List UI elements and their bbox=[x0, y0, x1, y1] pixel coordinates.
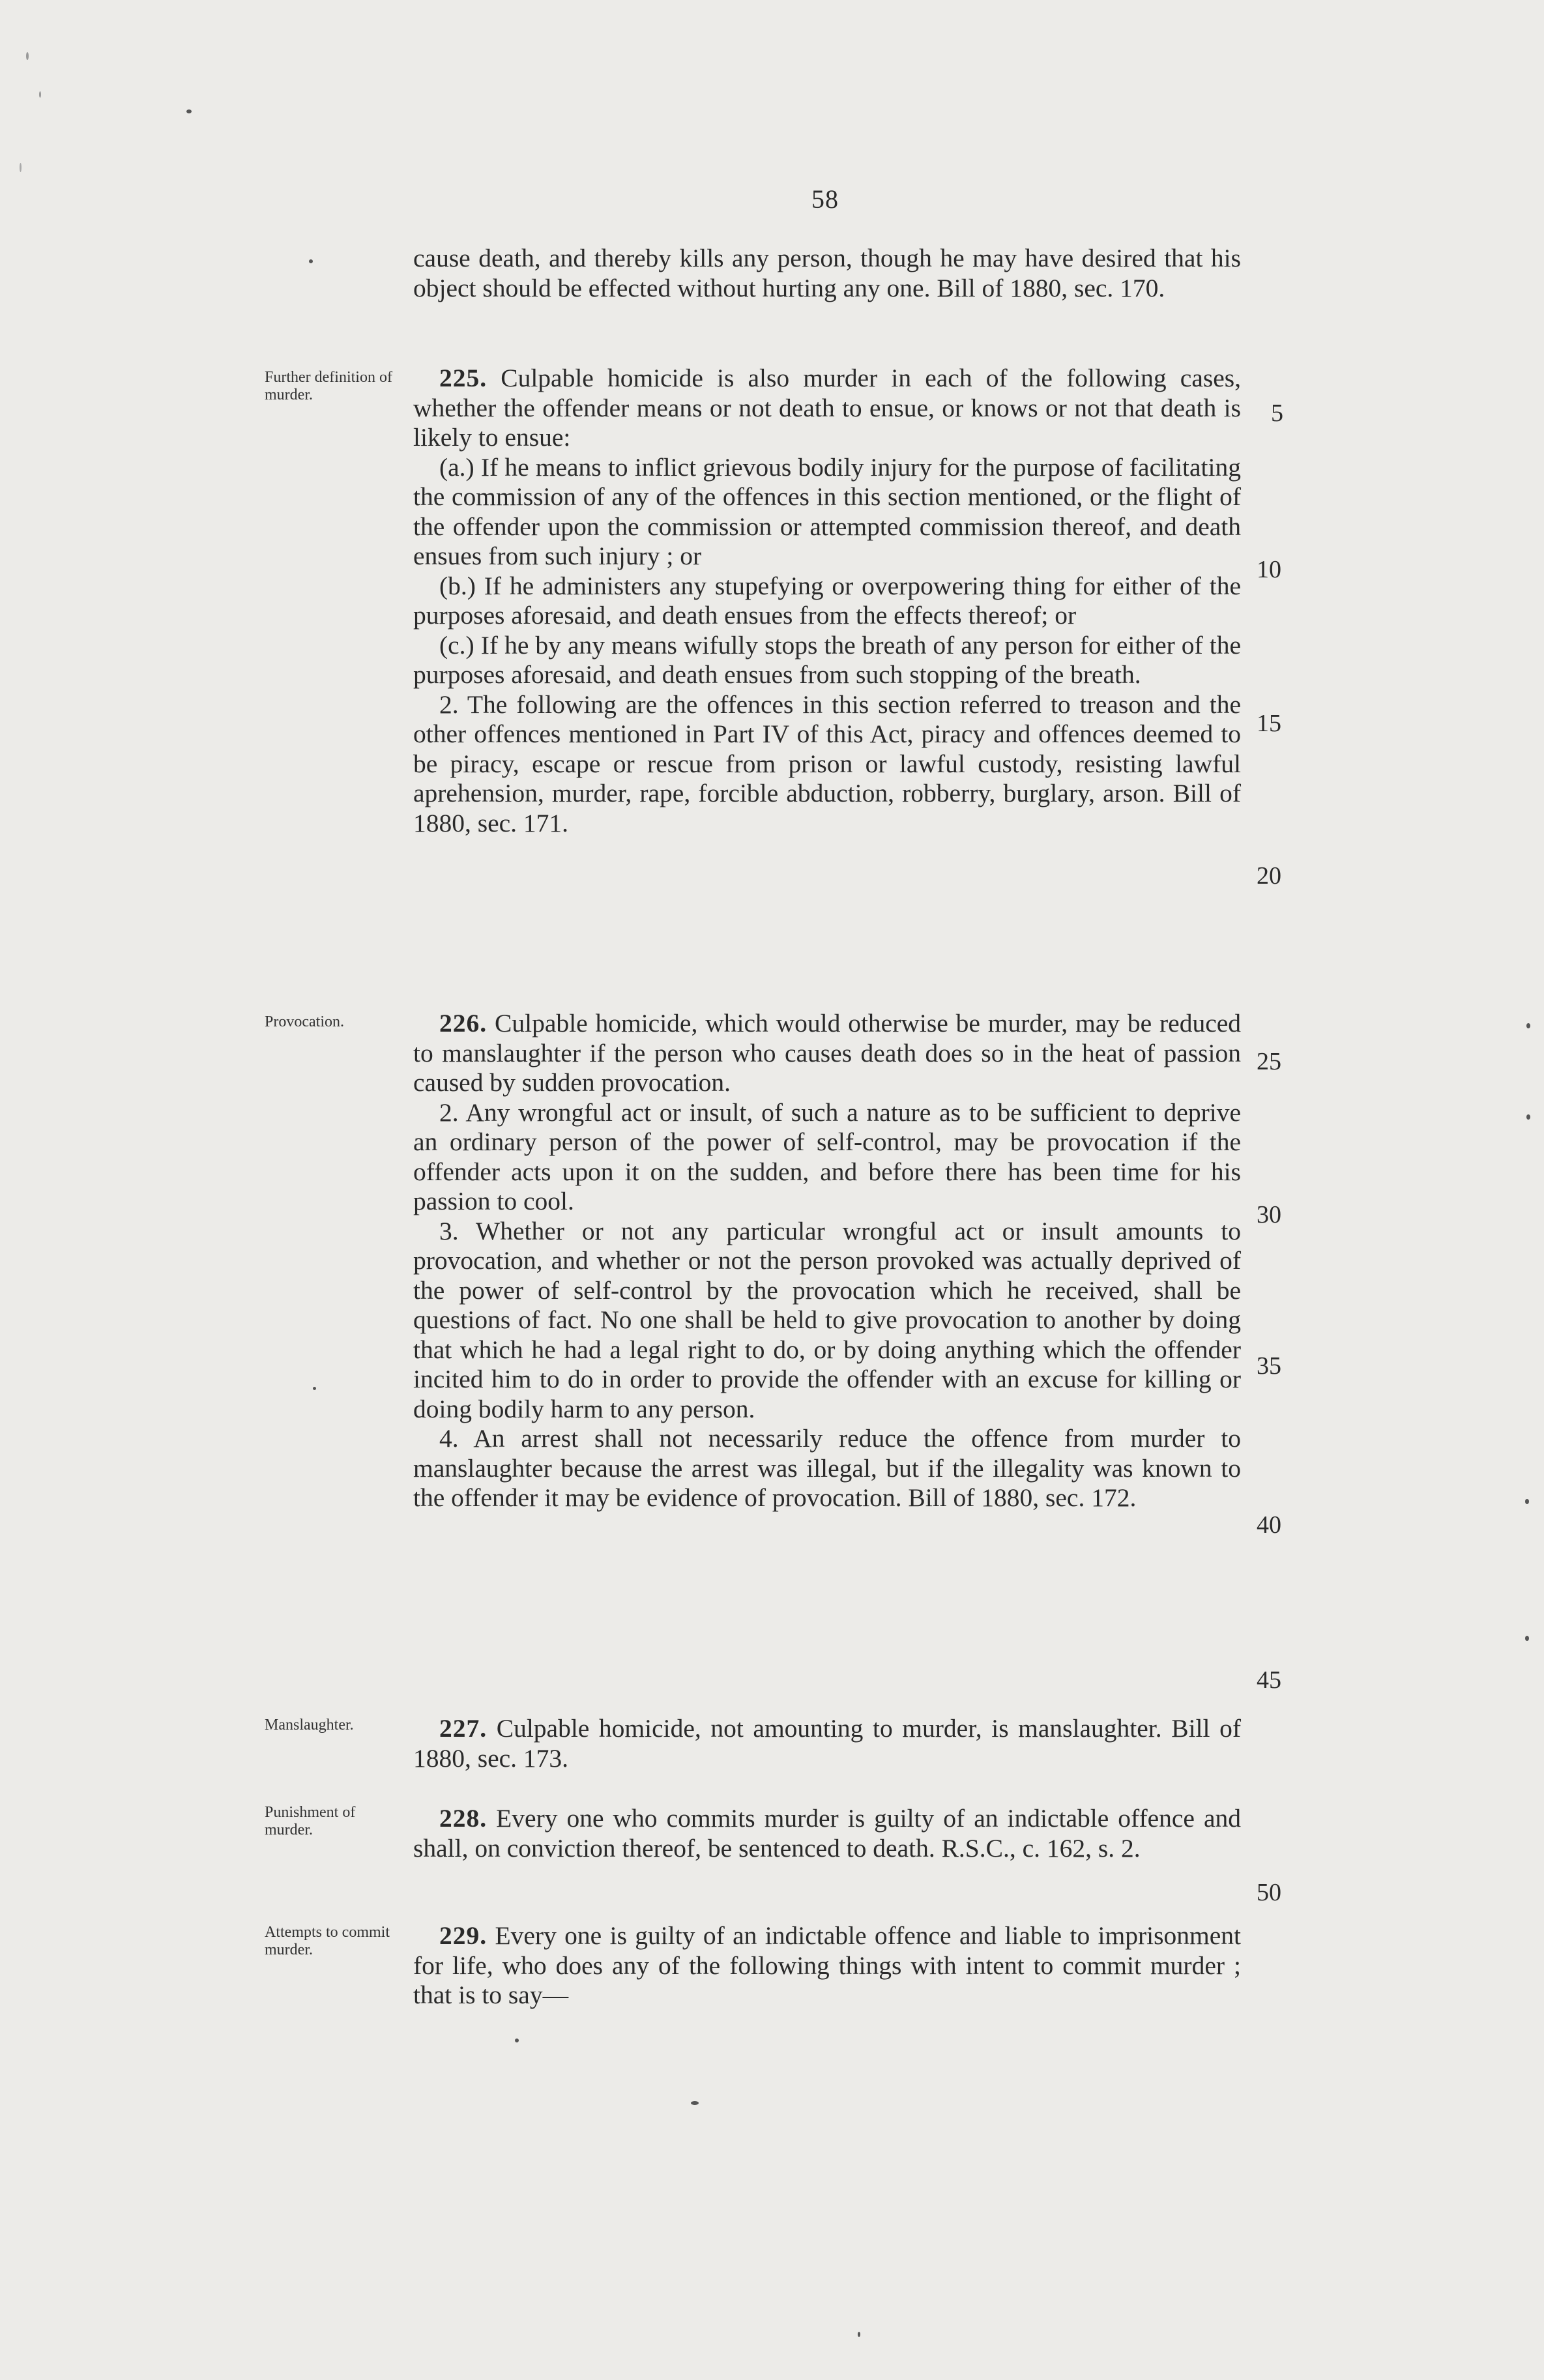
marginal-note-226: Provocation. bbox=[265, 1013, 344, 1030]
scan-speck bbox=[1526, 1023, 1530, 1028]
continuation-text: cause death, and thereby kills any person, though he may have desired that his object should be effected without hurting any one. Bill of 1880, sec. 170. bbox=[413, 244, 1241, 302]
line-number: 45 bbox=[1257, 1666, 1281, 1694]
continuation-block bbox=[413, 244, 1241, 303]
scan-speck bbox=[20, 163, 22, 172]
scan-speck bbox=[309, 259, 313, 263]
section-number-225: 225. bbox=[439, 364, 488, 392]
section-228 bbox=[413, 1804, 1241, 1863]
section-225-para-1 bbox=[413, 364, 1241, 453]
section-225-clause-b: (b.) If he administers any stupefying or overpowering thing for either of the purposes aforesaid, and death ensues from the effects thereof; or bbox=[413, 571, 1241, 630]
line-number: 25 bbox=[1257, 1048, 1281, 1075]
section-226-text-1: Culpable homicide, which would otherwise be murder, may be reduced to manslaughter if the person who causes death does so in the heat of passion caused by sudden provocation. bbox=[413, 1009, 1242, 1097]
scan-speck bbox=[515, 2039, 519, 2042]
scan-speck bbox=[186, 109, 192, 113]
section-225-clause-c: (c.) If he by any means wifully stops the breath of any person for either of the purposes aforesaid, and death ensues from such stopping of the breath. bbox=[413, 630, 1241, 689]
scan-speck bbox=[691, 2101, 699, 2105]
scan-speck bbox=[858, 2332, 860, 2337]
scan-speck bbox=[1526, 1114, 1530, 1120]
section-229-para-1 bbox=[413, 1921, 1241, 2010]
marginal-note-225: Further definition of murder. bbox=[265, 369, 392, 403]
section-226-subsection-4: 4. An arrest shall not necessarily reduce the offence from murder to manslaughter because the arrest was illegal, but if the illegality was known to the offender it may be evidence of provocation. Bill of 1880, sec. 172. bbox=[413, 1424, 1241, 1512]
line-number: 20 bbox=[1257, 862, 1281, 890]
section-225-text-1: Culpable homicide is also murder in each of the following cases, whether the offender means or not death to ensue, or knows or not that death is likely to ensue: bbox=[413, 364, 1241, 452]
section-226 bbox=[413, 1009, 1241, 1513]
line-number: 30 bbox=[1257, 1201, 1281, 1228]
line-number: 10 bbox=[1257, 556, 1281, 583]
section-228-text-1: Every one who commits murder is guilty of an indictable offence and shall, on conviction thereof, be sentenced to death. R.S.C., c. 162, s. 2. bbox=[413, 1804, 1241, 1863]
scan-speck bbox=[313, 1387, 316, 1390]
line-number: 35 bbox=[1257, 1352, 1281, 1380]
section-225-clause-a: (a.) If he means to inflict grievous bodily injury for the purpose of facilitating the commission of any of the offences in this section mentioned, or the flight of the offender upon the commission or attempted commission thereof, and death ensues from such injury ; or bbox=[413, 452, 1241, 570]
line-number: 5 bbox=[1271, 399, 1283, 427]
scan-speck bbox=[26, 52, 29, 60]
section-number-229: 229. bbox=[439, 1921, 488, 1950]
page-number: 58 bbox=[811, 184, 839, 214]
section-227-para-1 bbox=[413, 1714, 1241, 1773]
section-225-subsection-2: 2. The following are the offences in this section referred to treason and the other offences mentioned in Part IV of this Act, piracy and offences deemed to be piracy, escape or rescue from prison or lawful custody, resisting lawful aprehension, murder, rape, forcible abduction, robberry, burglary, arson. Bill of 1880, sec. 171. bbox=[413, 689, 1241, 837]
section-number-228: 228. bbox=[439, 1804, 488, 1833]
section-226-subsection-3: 3. Whether or not any particular wrongful act or insult amounts to provocation, and whether or not the person provoked was actually deprived of the power of self-control by the provocation which he received, shall be questions of fact. No one shall be held to give provocation to another by doing that which he had a legal right to do, or by doing anything which the offender incited him to do in order to provide the offender with an excuse for killing or doing bodily harm to any person. bbox=[413, 1216, 1241, 1423]
marginal-note-227: Manslaughter. bbox=[265, 1717, 354, 1734]
scan-speck bbox=[1525, 1499, 1529, 1504]
section-229-text-1: Every one is guilty of an indictable offence and liable to imprisonment for life, who does any of the following things with intent to commit murder ; that is to say— bbox=[413, 1921, 1241, 2009]
section-225 bbox=[413, 364, 1241, 838]
scan-speck bbox=[39, 91, 41, 98]
line-number: 40 bbox=[1257, 1511, 1281, 1539]
section-228-para-1 bbox=[413, 1804, 1241, 1863]
section-226-para-1 bbox=[413, 1009, 1241, 1098]
section-227 bbox=[413, 1714, 1241, 1773]
section-number-227: 227. bbox=[439, 1714, 488, 1743]
section-227-text-1: Culpable homicide, not amounting to murder, is manslaughter. Bill of 1880, sec. 173. bbox=[413, 1714, 1241, 1773]
marginal-note-228: Punishment of murder. bbox=[265, 1804, 356, 1838]
section-number-226: 226. bbox=[439, 1009, 488, 1038]
scan-speck bbox=[1525, 1636, 1529, 1641]
line-number: 50 bbox=[1257, 1879, 1281, 1906]
marginal-note-229: Attempts to commit murder. bbox=[265, 1924, 390, 1958]
section-226-subsection-2: 2. Any wrongful act or insult, of such a nature as to be sufficient to deprive an ordinary person of the power of self-control, may be provocation if the offender acts upon it on the sudden, and before there has been time for his passion to cool. bbox=[413, 1097, 1241, 1215]
section-229 bbox=[413, 1921, 1241, 2010]
line-number: 15 bbox=[1257, 710, 1281, 737]
